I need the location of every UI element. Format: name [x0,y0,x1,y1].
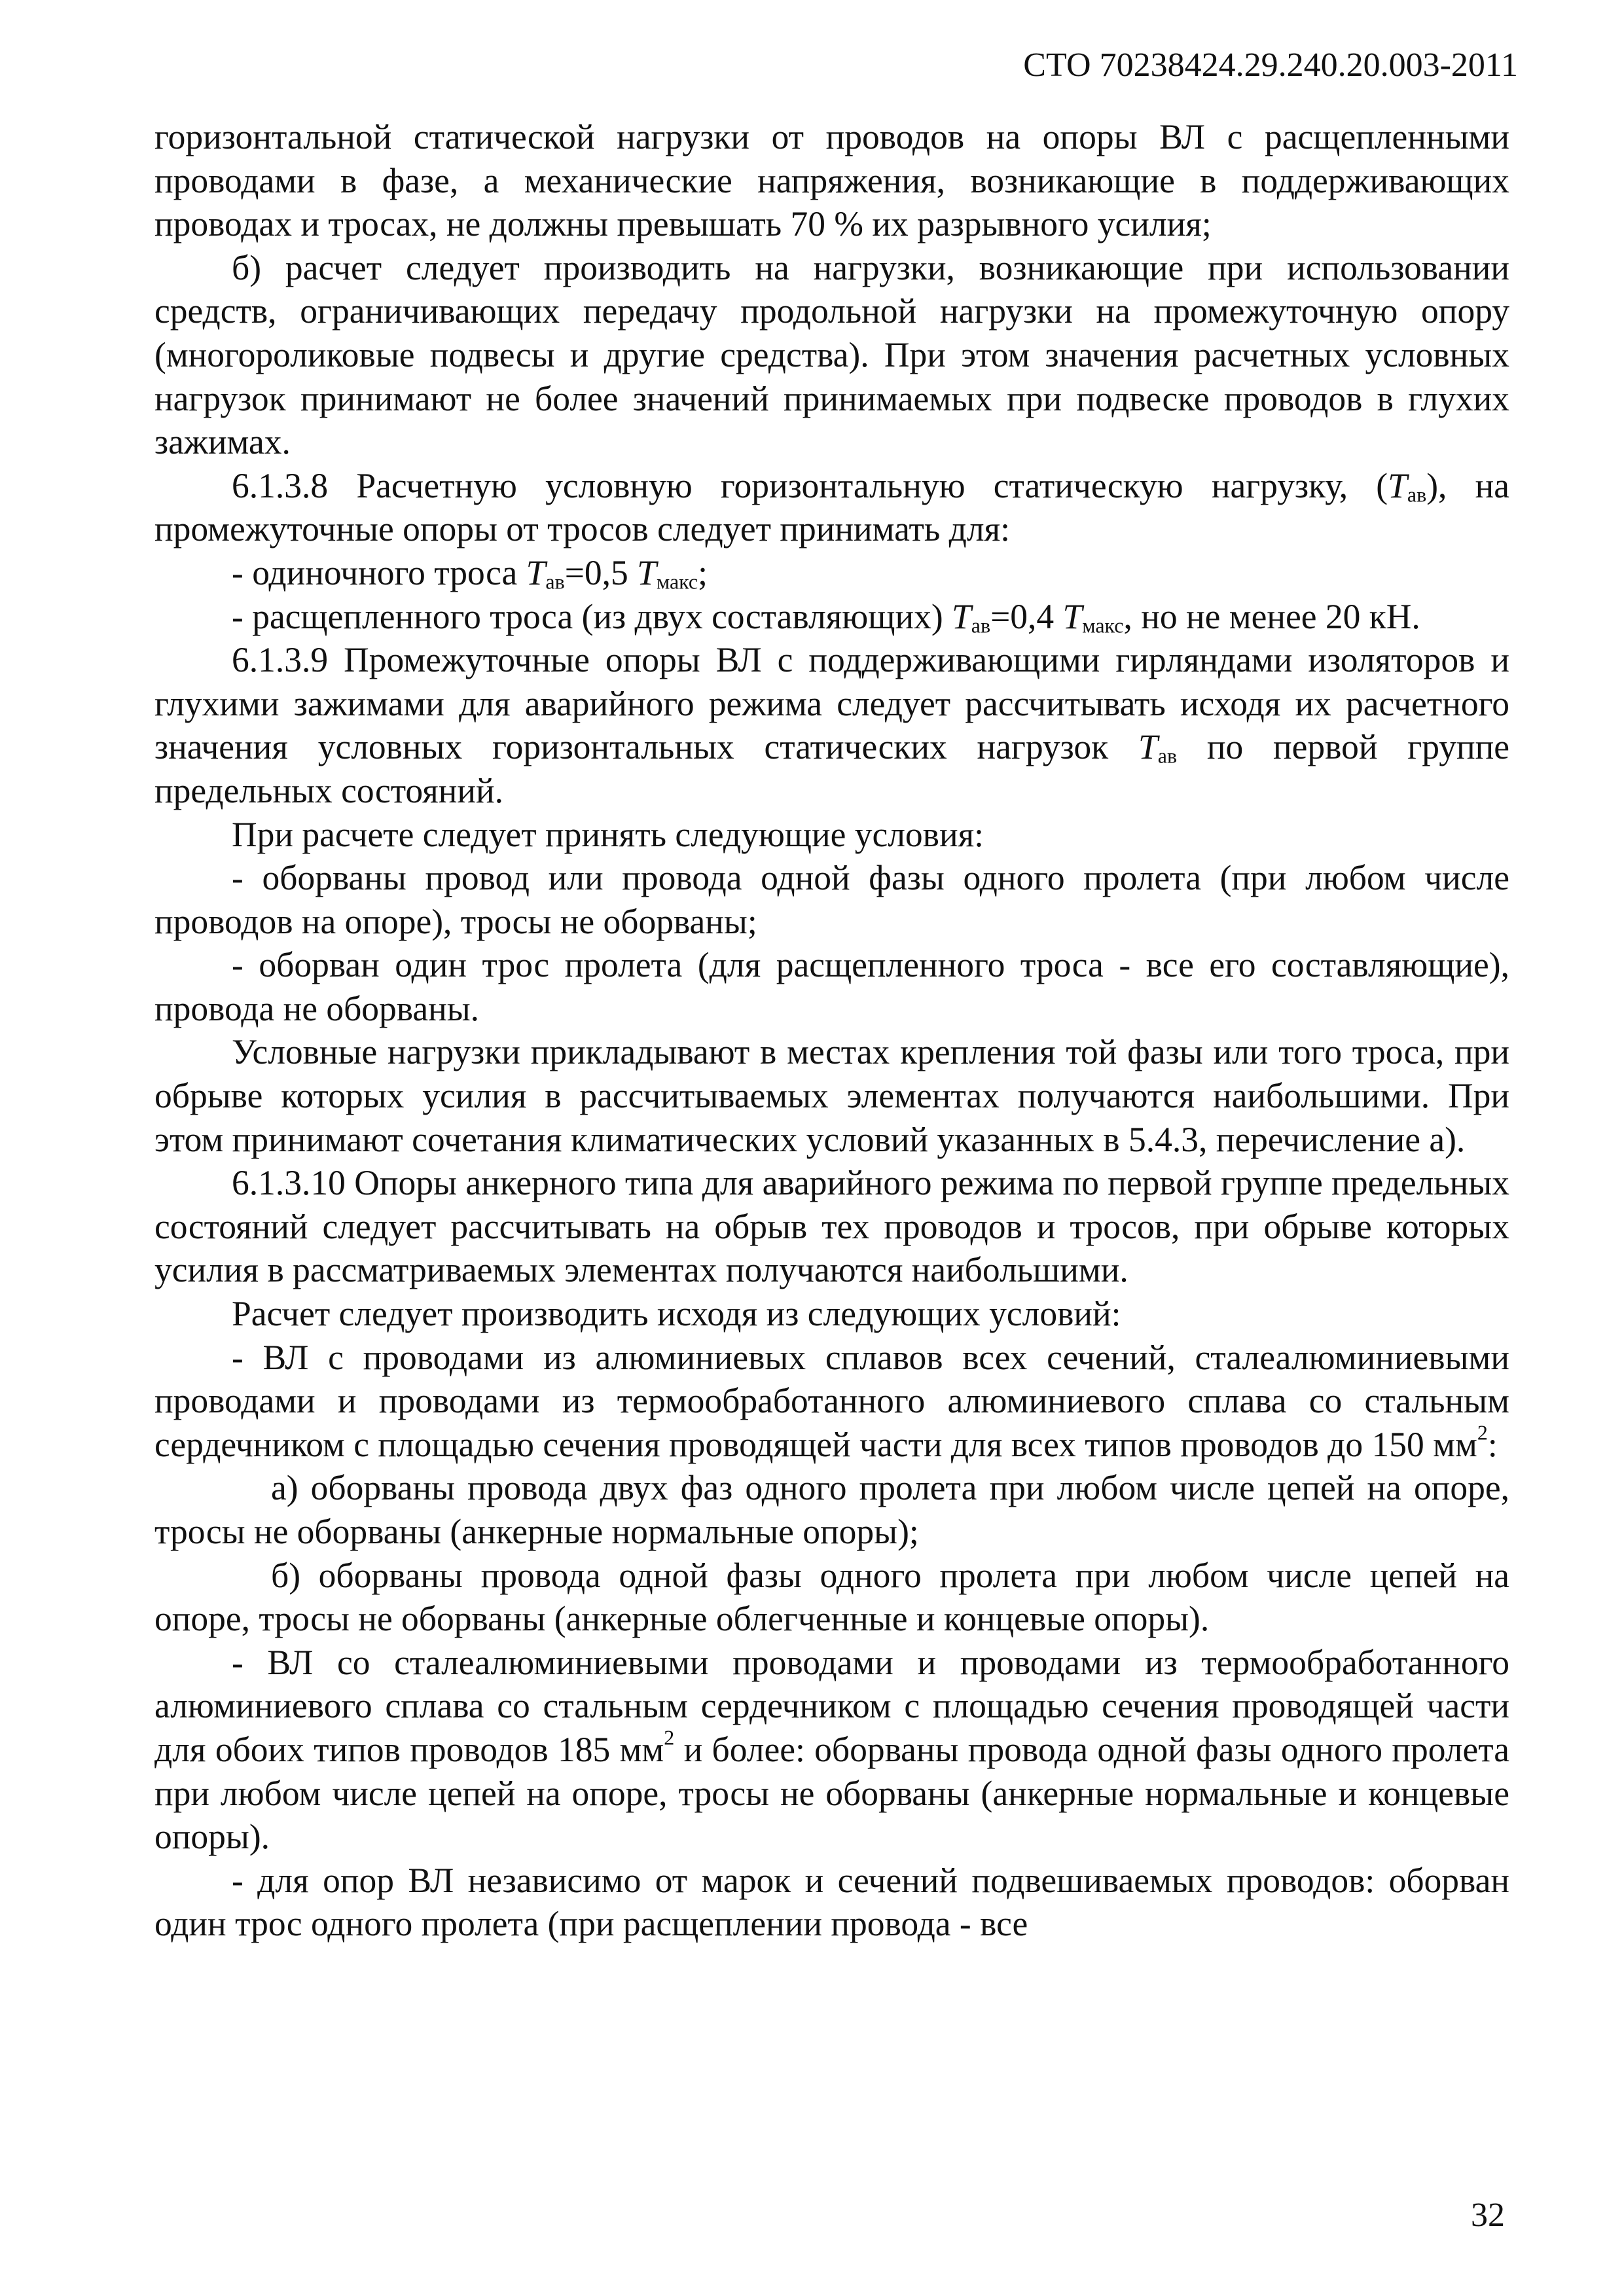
list-item-vl-150 [154,1336,1509,1467]
superscript-2: 2 [1477,1420,1488,1444]
page-number: 32 [1471,2197,1505,2234]
text-segment: 6.1.3.8 Расчетную условную горизонтальную статическую нагрузку, ( [232,465,1388,505]
paragraph-conditional-loads: Условные нагрузки прикладывают в местах крепления той фазы или того троса, при обрыве которых усилия в рассчитываемых элементах получаются наибольшими. При этом принимают сочетания климатических условий указанных в 5.4.3, перечисление а). [154,1032,1509,1159]
text-segment: =0,4 [990,596,1063,636]
subscript-av: ав [1407,482,1427,507]
list-item-single-cable [154,551,1509,595]
subscript-av: ав [971,613,991,637]
paragraph-conditions-intro: При расчете следует принять следующие условия: [232,814,984,854]
subscript-maks: макс [656,569,698,594]
list-item-all-supports: - для опор ВЛ независимо от марок и сечений подвешиваемых проводов: оборван один трос одного пролета (при расщеплении провода - все [154,1860,1509,1944]
text-segment: : [1487,1424,1498,1464]
symbol-t: T [526,552,546,592]
symbol-t: T [1138,727,1158,767]
symbol-t: T [1388,465,1407,505]
superscript-2: 2 [664,1725,675,1749]
paragraph-continuation: горизонтальной статической нагрузки от проводов на опоры ВЛ с расщепленными проводами в фазе, а механические напряжения, возникающие в поддерживающих проводах и тросах, не должны превышать 70 % их разрывного усилия; [154,117,1509,244]
text-segment: - одиночного троса [232,552,526,592]
text-segment: и более: оборваны провода одной фазы одного пролета при любом числе цепей на опоре, тросы не оборваны (анкерные нормальные и концевые опоры). [154,1729,1509,1857]
document-body [154,115,1509,1946]
sub-item-b: б) оборваны провода одной фазы одного пролета при любом числе цепей на опоре, тросы не оборваны (анкерные облегченные и концевые опоры). [154,1555,1509,1639]
text-segment: , но не менее 20 кН. [1123,596,1420,636]
paragraph-6-1-3-9 [154,638,1509,812]
text-segment: - ВЛ со сталеалюминиевыми проводами и проводами из термообработанного алюминиевого сплава со стальным сердечником с площадью сечения проводящей части для обоих типов проводов 185 мм [154,1642,1509,1769]
list-item-wire-broken: - оборваны провод или провода одной фазы одного пролета (при любом числе проводов на опоре), тросы не оборваны; [154,858,1509,941]
subscript-av: ав [545,569,565,594]
paragraph-6-1-3-10: 6.1.3.10 Опоры анкерного типа для аварийного режима по первой группе предельных состояний следует рассчитывать на обрыв тех проводов и тросов, при обрыве которых усилия в рассматриваемых элементах получаются наибольшими. [154,1163,1509,1290]
paragraph-6-1-3-8 [154,464,1509,551]
text-segment: 6.1.3.9 Промежуточные опоры ВЛ с поддерживающими гирляндами изоляторов и глухими зажимами для аварийного режима следует рассчитывать исходя их расчетного значения условных горизонтальных статических нагрузок [154,640,1509,767]
paragraph-item-b: б) расчет следует производить на нагрузки, возникающие при использовании средств, ограничивающих передачу продольной нагрузки на промежуточную опору (многороликовые подвесы и другие средства). При этом значения расчетных условных нагрузок принимают не более значений принимаемых при подвеске проводов в глухих зажимах. [154,247,1509,462]
subscript-av: ав [1157,744,1178,768]
list-item-cable-broken: - оборван один трос пролета (для расщепленного троса - все его составляющие), провода не оборваны. [154,945,1509,1028]
document-code-header: СТО 70238424.29.240.20.003-2011 [1023,46,1518,84]
symbol-t: T [637,552,657,592]
list-item-split-cable [154,595,1509,639]
subscript-maks: макс [1082,613,1124,637]
paragraph-calc-intro: Расчет следует производить исходя из следующих условий: [232,1294,1121,1334]
text-segment: по первой группе предельных состояний. [154,727,1509,810]
list-item-vl-185 [154,1641,1509,1859]
text-segment: =0,5 [564,552,638,592]
sub-item-a: а) оборваны провода двух фаз одного пролета при любом числе цепей на опоре, тросы не оборваны (анкерные нормальные опоры); [154,1468,1509,1551]
text-segment: - ВЛ с проводами из алюминиевых сплавов всех сечений, сталеалюминиевыми проводами и проводами из термообработанного алюминиевого сплава со стальным сердечником с площадью сечения проводящей части для всех типов проводов до 150 мм [154,1337,1509,1464]
text-segment: ), на промежуточные опоры от тросов следует принимать для: [154,465,1509,549]
symbol-t: T [952,596,971,636]
text-segment: - расщепленного троса (из двух составляющих) [232,596,952,636]
symbol-t: T [1062,596,1083,636]
text-segment: ; [698,552,708,592]
